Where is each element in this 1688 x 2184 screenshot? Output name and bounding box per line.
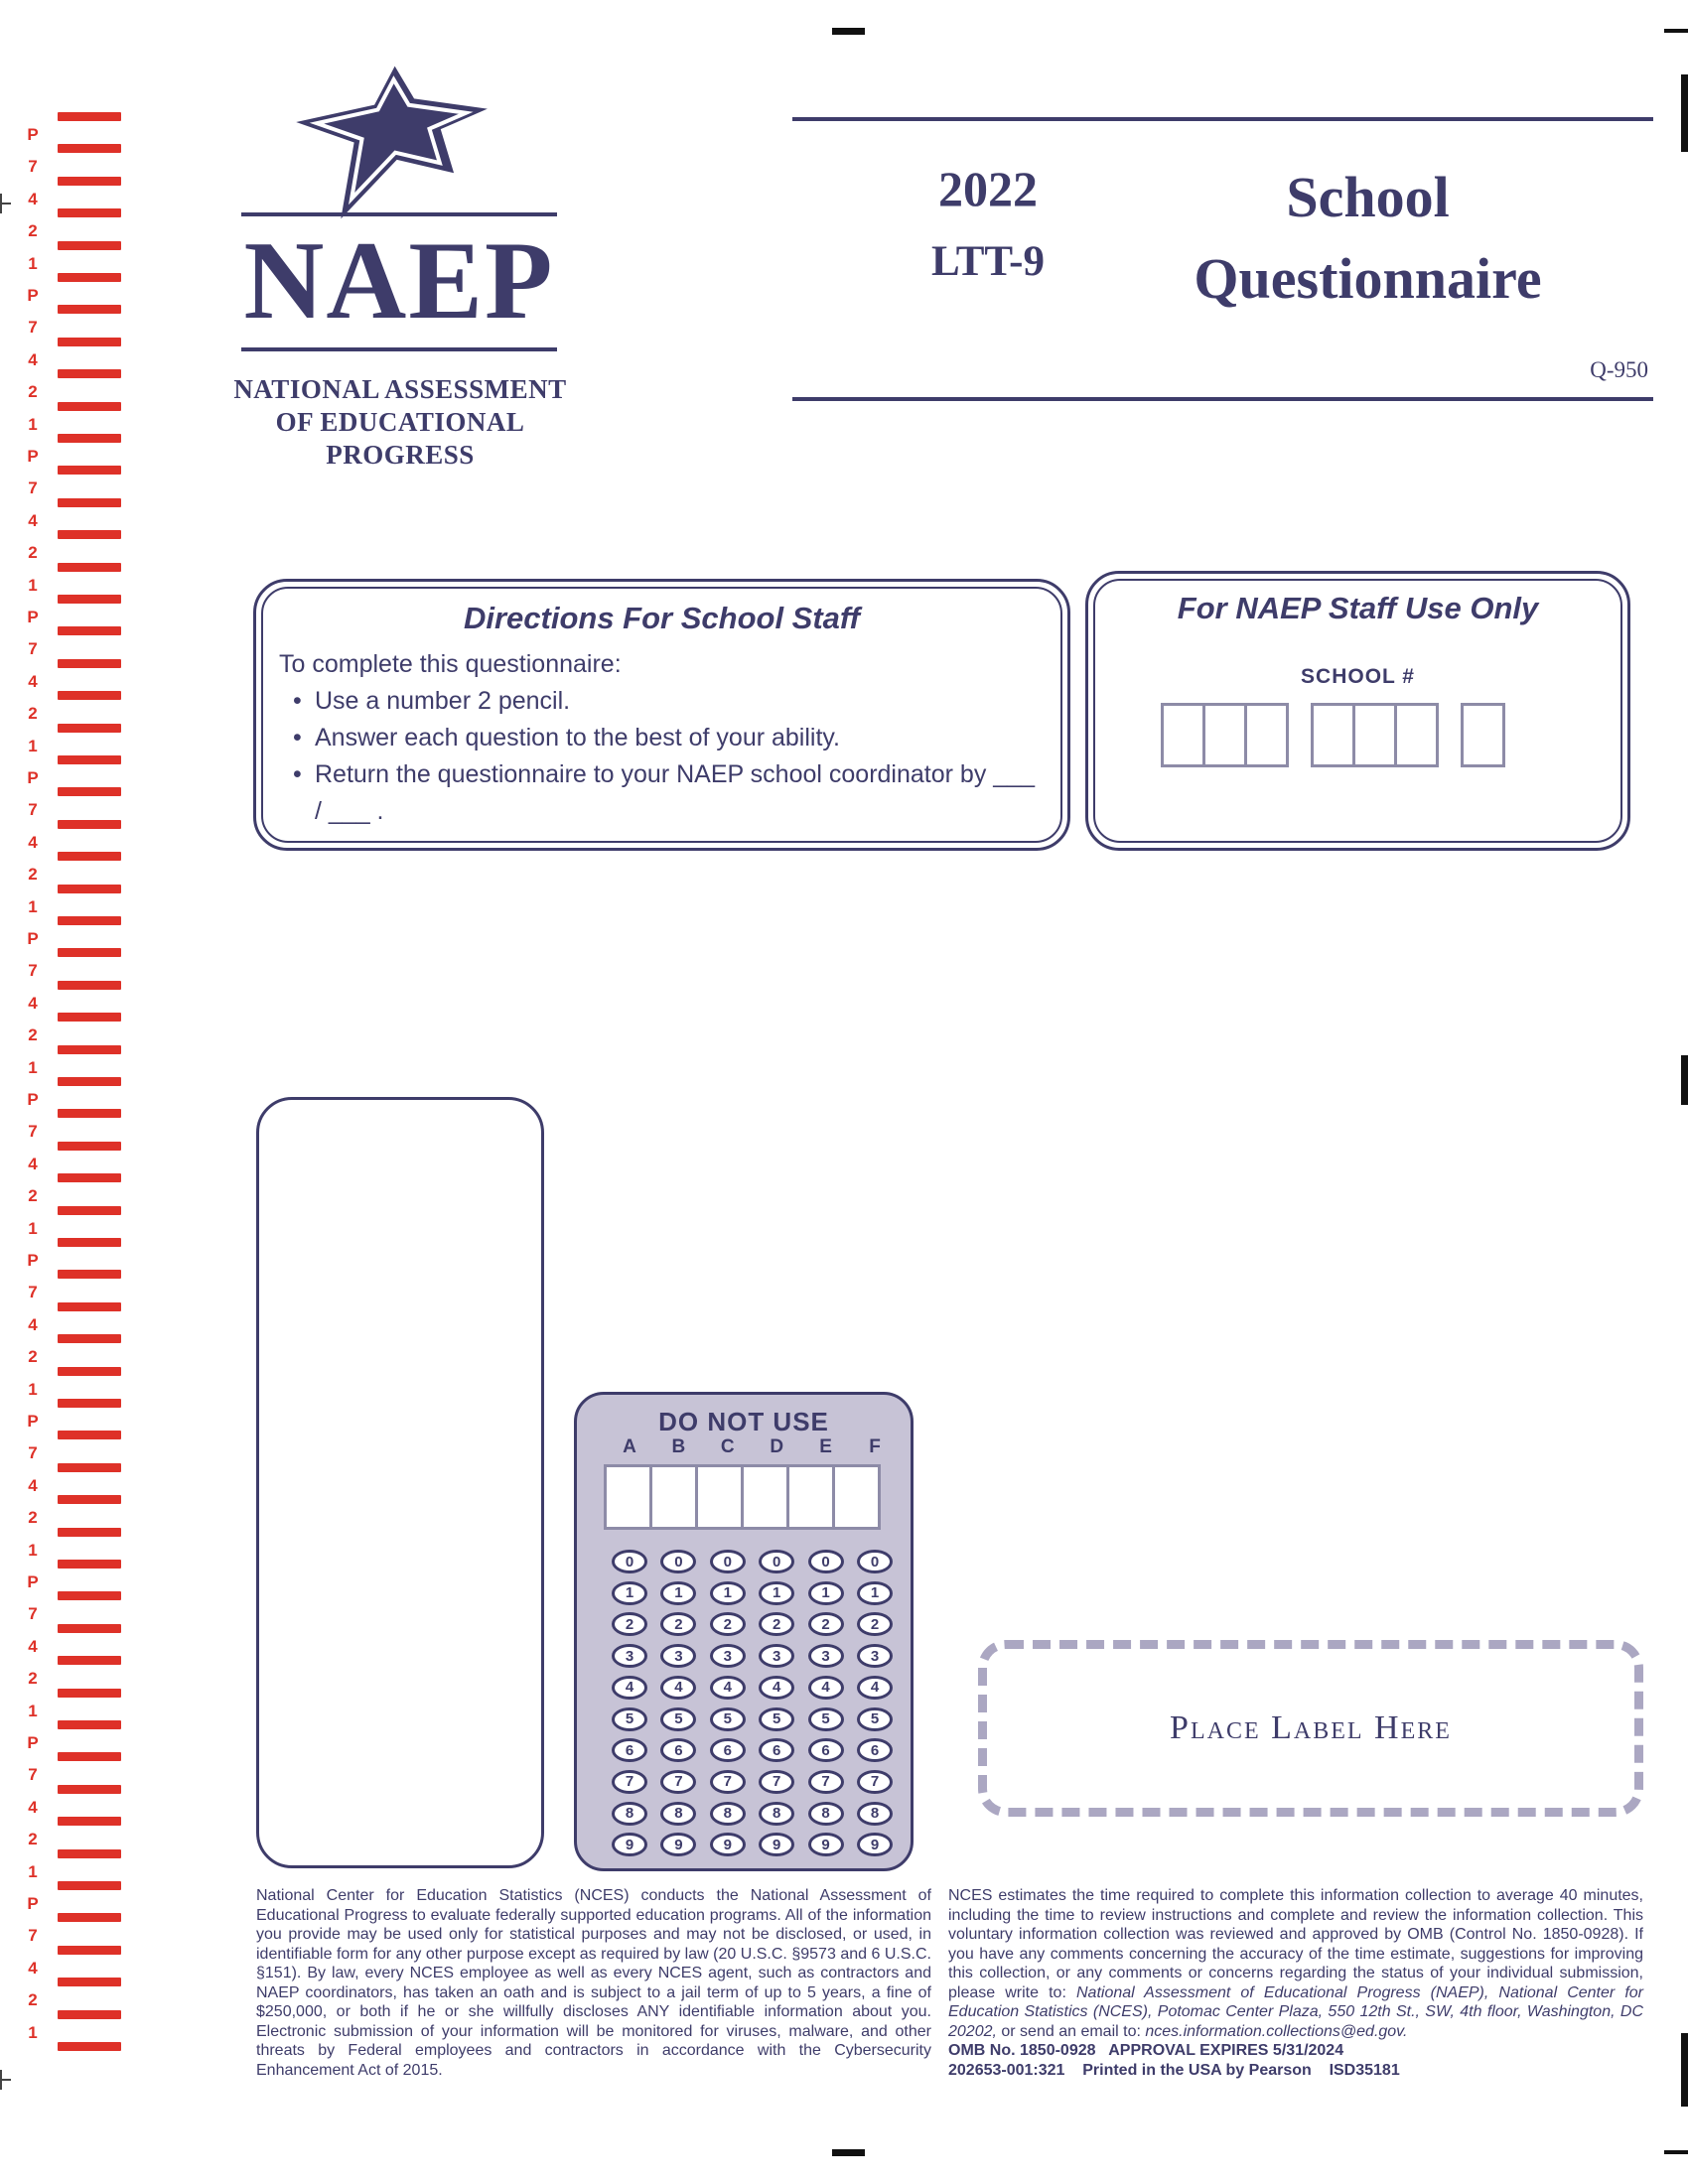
- timing-char: 2: [28, 221, 38, 241]
- timing-dash: [58, 1045, 121, 1054]
- timing-dash: [58, 1528, 121, 1537]
- timing-dash: [58, 1109, 121, 1118]
- digit-bubble-3: 3: [808, 1644, 844, 1668]
- digit-bubble-8: 8: [808, 1802, 844, 1826]
- directions-body: [279, 646, 1043, 830]
- digit-bubble-8: 8: [612, 1802, 647, 1826]
- timing-char: 7: [28, 639, 38, 659]
- timing-dash: [58, 1624, 121, 1633]
- digit-bubble-6: 6: [857, 1738, 893, 1762]
- digit-bubble-9: 9: [857, 1833, 893, 1856]
- timing-dash: [58, 273, 121, 282]
- timing-char: 7: [28, 1765, 38, 1785]
- directions-intro: To complete this questionnaire:: [279, 650, 622, 678]
- timing-char: 2: [28, 1508, 38, 1528]
- timing-dash: [58, 948, 121, 957]
- header-rule-bottom: [792, 397, 1653, 401]
- timing-dash: [58, 1560, 121, 1569]
- timing-char: 2: [28, 1347, 38, 1367]
- timing-char: 4: [28, 1636, 38, 1656]
- timing-dash: [58, 1881, 121, 1890]
- digit-bubble-6: 6: [759, 1738, 794, 1762]
- timing-char: 2: [28, 1186, 38, 1206]
- timing-dash: [58, 1431, 121, 1439]
- digit-bubble-3: 3: [759, 1644, 794, 1668]
- timing-char: 1: [28, 1701, 38, 1720]
- timing-dash: [58, 1367, 121, 1376]
- timing-char: 7: [28, 478, 38, 498]
- digit-bubble-4: 4: [710, 1676, 746, 1700]
- bottom-right-corner-mark: [1664, 2150, 1688, 2154]
- digit-bubble-0: 0: [857, 1550, 893, 1573]
- timing-char: 4: [28, 189, 38, 208]
- timing-dash: [58, 563, 121, 572]
- timing-dash: [58, 112, 121, 121]
- digit-bubble-1: 1: [759, 1581, 794, 1605]
- burden-statement: NCES estimates the time required to complete this information collection to average 40 minutes, including the time to review instructions and complete and review the information collection. This voluntary information collection was reviewed and approved by OMB (Control No. 1850-0928). If you have any comments concerning the accuracy of the time estimate, suggestions for improving this collection, or any comments or concerns regarding the status of your individual submission, please write to: National Assessment of Educational Progress (NAEP), National Center for Education Statistics (NCES), Potomac Center Plaza, 550 12th St., SW, 4th floor, Washington, DC 20202, or send an email to: nces.information.collections@ed.gov. OMB No. 1850-0928 APPROVAL EXPIRES 5/31/2024 202653-001:321 Printed in the USA by Pearson ISD35181: [948, 1887, 1643, 2079]
- timing-char: 1: [28, 1379, 38, 1399]
- timing-char: P: [27, 929, 39, 948]
- page-title: School Questionnaire: [1194, 165, 1542, 311]
- digit-bubble-6: 6: [710, 1738, 746, 1762]
- right-edge-bar-bottom: [1681, 2033, 1688, 2107]
- timing-dash: [58, 1463, 121, 1472]
- form-code: LTT-9: [931, 238, 1045, 285]
- timing-char: 7: [28, 961, 38, 981]
- place-label-box: [978, 1640, 1643, 1817]
- timing-char: 4: [28, 1154, 38, 1173]
- timing-dash: [58, 1817, 121, 1826]
- digit-bubble-7: 7: [857, 1770, 893, 1794]
- timing-dash: [58, 626, 121, 635]
- directions-box: [253, 579, 1070, 851]
- timing-dash: [58, 1913, 121, 1922]
- digit-bubble-2: 2: [612, 1612, 647, 1636]
- cell-group: [1161, 703, 1289, 767]
- timing-char: 4: [28, 1958, 38, 1978]
- timing-dash: [58, 1334, 121, 1343]
- write-in-cell: [695, 1464, 744, 1530]
- school-number-label: SCHOOL #: [1301, 665, 1415, 688]
- digit-bubble-4: 4: [857, 1676, 893, 1700]
- timing-char: 1: [28, 414, 38, 434]
- timing-char: 1: [28, 1540, 38, 1560]
- timing-char: P: [27, 1412, 39, 1431]
- timing-dash: [58, 755, 121, 764]
- write-in-cells: [604, 1464, 881, 1530]
- timing-dash: [58, 402, 121, 411]
- cell-group: [1311, 703, 1439, 767]
- timing-char: 7: [28, 1604, 38, 1624]
- school-number-cell: [1202, 703, 1247, 767]
- column-letter: C: [720, 1436, 735, 1457]
- timing-char: 4: [28, 993, 38, 1013]
- timing-char: P: [27, 1572, 39, 1591]
- timing-dash: [58, 1978, 121, 1986]
- digit-bubble-0: 0: [710, 1550, 746, 1573]
- timing-char: 4: [28, 510, 38, 530]
- timing-char: 2: [28, 1990, 38, 2010]
- timing-dash: [58, 498, 121, 507]
- timing-char: 1: [28, 896, 38, 916]
- timing-dash: [58, 916, 121, 925]
- digit-bubble-5: 5: [808, 1707, 844, 1731]
- digit-bubble-8: 8: [710, 1802, 746, 1826]
- school-number-cell: [1394, 703, 1439, 767]
- digit-bubble-4: 4: [660, 1676, 696, 1700]
- timing-char: 4: [28, 1475, 38, 1495]
- timing-dash: [58, 981, 121, 990]
- digit-bubble-4: 4: [612, 1676, 647, 1700]
- timing-char: P: [27, 1251, 39, 1270]
- timing-dash: [58, 241, 121, 250]
- timing-char: 2: [28, 704, 38, 724]
- assessment-year: 2022: [938, 161, 1038, 216]
- top-right-corner-mark: [1664, 29, 1688, 33]
- timing-char: 1: [28, 736, 38, 755]
- digit-bubble-2: 2: [710, 1612, 746, 1636]
- digit-bubble-2: 2: [759, 1612, 794, 1636]
- timing-dash: [58, 1206, 121, 1215]
- timing-char: 7: [28, 1926, 38, 1946]
- digit-bubble-9: 9: [710, 1833, 746, 1856]
- timing-dash: [58, 1270, 121, 1279]
- directions-title: Directions For School Staff: [463, 601, 861, 635]
- timing-char: 7: [28, 800, 38, 820]
- do-not-use-title: DO NOT USE: [658, 1407, 829, 1436]
- timing-char: 2: [28, 382, 38, 402]
- digit-bubble-9: 9: [759, 1833, 794, 1856]
- timing-dash: [58, 208, 121, 217]
- timing-dash: [58, 2010, 121, 2019]
- timing-char: P: [27, 286, 39, 305]
- column-letter: F: [869, 1436, 881, 1457]
- timing-dash: [58, 1399, 121, 1408]
- timing-char: P: [27, 447, 39, 466]
- staff-box-title: For NAEP Staff Use Only: [1177, 591, 1539, 625]
- digit-bubble-0: 0: [808, 1550, 844, 1573]
- digit-bubble-9: 9: [660, 1833, 696, 1856]
- timing-dash: [58, 1077, 121, 1086]
- timing-dash: [58, 1720, 121, 1729]
- timing-dash: [58, 885, 121, 893]
- timing-dash: [58, 434, 121, 443]
- crosshair-registration-mark: [0, 2070, 11, 2090]
- timing-char: 7: [28, 1283, 38, 1302]
- timing-dash: [58, 1302, 121, 1311]
- digit-bubble-3: 3: [660, 1644, 696, 1668]
- digit-bubble-7: 7: [660, 1770, 696, 1794]
- digit-bubble-3: 3: [857, 1644, 893, 1668]
- digit-bubble-7: 7: [612, 1770, 647, 1794]
- naep-staff-use-box: [1085, 571, 1630, 851]
- timing-dash: [58, 724, 121, 733]
- timing-dash: [58, 787, 121, 796]
- timing-char: P: [27, 768, 39, 787]
- timing-dash: [58, 1849, 121, 1858]
- digit-bubble-8: 8: [759, 1802, 794, 1826]
- digit-bubble-5: 5: [857, 1707, 893, 1731]
- document-code: Q-950: [1590, 357, 1648, 382]
- direction-item: • Return the questionnaire to your NAEP school coordinator by ___ / ___ .: [279, 756, 1043, 830]
- column-letter: B: [671, 1436, 686, 1457]
- direction-item: • Use a number 2 pencil.: [279, 683, 1043, 720]
- digit-bubble-6: 6: [612, 1738, 647, 1762]
- timing-char: P: [27, 608, 39, 626]
- timing-dash: [58, 466, 121, 475]
- timing-char: 7: [28, 1122, 38, 1142]
- blank-response-box: [256, 1097, 544, 1868]
- digit-bubble-7: 7: [808, 1770, 844, 1794]
- timing-char: P: [27, 1733, 39, 1752]
- timing-char: 7: [28, 1443, 38, 1463]
- school-number-cell: [1244, 703, 1289, 767]
- timing-char: P: [27, 125, 39, 144]
- digit-bubble-2: 2: [660, 1612, 696, 1636]
- right-edge-bar-top: [1681, 74, 1688, 152]
- digit-bubble-8: 8: [857, 1802, 893, 1826]
- timing-char: 4: [28, 1797, 38, 1817]
- naep-star-icon: [288, 66, 492, 219]
- timing-char: 1: [28, 1861, 38, 1881]
- digit-bubble-4: 4: [759, 1676, 794, 1700]
- digit-bubble-7: 7: [710, 1770, 746, 1794]
- omb-approval-line: OMB No. 1850-0928 APPROVAL EXPIRES 5/31/2024: [948, 2042, 1344, 2059]
- digit-bubble-0: 0: [612, 1550, 647, 1573]
- write-in-cell: [741, 1464, 789, 1530]
- timing-char: 1: [28, 253, 38, 273]
- write-in-cell: [604, 1464, 652, 1530]
- timing-dash: [58, 1656, 121, 1665]
- top-center-registration-mark: [832, 28, 865, 35]
- timing-char: 2: [28, 543, 38, 563]
- digit-bubble-0: 0: [660, 1550, 696, 1573]
- timing-dash: [58, 1495, 121, 1504]
- column-letter: A: [623, 1436, 636, 1457]
- digit-bubble-4: 4: [808, 1676, 844, 1700]
- timing-dash: [58, 852, 121, 861]
- place-label-text: Place Label Here: [1170, 1709, 1452, 1746]
- write-in-cell: [649, 1464, 698, 1530]
- timing-char: P: [27, 1894, 39, 1913]
- digit-bubble-3: 3: [612, 1644, 647, 1668]
- digit-bubble-1: 1: [660, 1581, 696, 1605]
- digit-bubble-7: 7: [759, 1770, 794, 1794]
- timing-char: 1: [28, 2022, 38, 2042]
- logo-rule: [241, 347, 557, 351]
- bottom-center-registration-mark: [832, 2149, 865, 2156]
- digit-bubble-5: 5: [660, 1707, 696, 1731]
- organization-name: NATIONAL ASSESSMENT OF EDUCATIONAL PROGRESS: [233, 374, 567, 470]
- digit-bubble-9: 9: [808, 1833, 844, 1856]
- write-in-cell: [832, 1464, 881, 1530]
- timing-dash: [58, 595, 121, 604]
- timing-dash: [58, 177, 121, 186]
- digit-bubble-2: 2: [808, 1612, 844, 1636]
- school-number-cell: [1161, 703, 1205, 767]
- digit-bubble-1: 1: [710, 1581, 746, 1605]
- timing-dash: [58, 1013, 121, 1022]
- right-edge-bar-middle: [1681, 1055, 1688, 1105]
- timing-dash: [58, 1689, 121, 1698]
- digit-bubble-6: 6: [660, 1738, 696, 1762]
- column-letter: E: [819, 1436, 832, 1457]
- timing-dash: [58, 1752, 121, 1761]
- timing-dash: [58, 530, 121, 539]
- digit-bubble-1: 1: [612, 1581, 647, 1605]
- crosshair-registration-mark: [0, 194, 11, 213]
- timing-char: 4: [28, 1314, 38, 1334]
- timing-char: 4: [28, 349, 38, 369]
- timing-char: 2: [28, 865, 38, 885]
- timing-dash: [58, 1785, 121, 1794]
- timing-dash: [58, 691, 121, 700]
- digit-bubble-0: 0: [759, 1550, 794, 1573]
- cell-group: [1461, 703, 1505, 767]
- naep-logo-acronym: NAEP: [243, 219, 555, 342]
- school-number-cells: [1161, 703, 1505, 767]
- timing-dash: [58, 1238, 121, 1247]
- do-not-use-panel: [574, 1392, 914, 1871]
- school-number-cell: [1352, 703, 1397, 767]
- timing-dash: [58, 820, 121, 829]
- digit-bubble-5: 5: [710, 1707, 746, 1731]
- digit-bubble-5: 5: [759, 1707, 794, 1731]
- timing-char: P: [27, 1090, 39, 1109]
- timing-char: 2: [28, 1025, 38, 1045]
- timing-dash: [58, 1173, 121, 1182]
- header-rule-top: [792, 117, 1653, 121]
- direction-item: • Answer each question to the best of your ability.: [279, 720, 1043, 756]
- digit-bubble-2: 2: [857, 1612, 893, 1636]
- timing-char: 2: [28, 1669, 38, 1689]
- timing-char: 4: [28, 832, 38, 852]
- digit-bubble-8: 8: [660, 1802, 696, 1826]
- column-letter: D: [770, 1436, 784, 1457]
- timing-dash: [58, 305, 121, 314]
- write-in-cell: [786, 1464, 835, 1530]
- timing-char: 7: [28, 157, 38, 177]
- timing-char: 4: [28, 671, 38, 691]
- digit-bubble-3: 3: [710, 1644, 746, 1668]
- school-number-cell: [1461, 703, 1505, 767]
- timing-dash: [58, 2042, 121, 2051]
- timing-dash: [58, 1946, 121, 1955]
- timing-dash: [58, 1591, 121, 1600]
- timing-char: 7: [28, 318, 38, 338]
- timing-dash: [58, 338, 121, 346]
- timing-char: 1: [28, 1218, 38, 1238]
- timing-dash: [58, 369, 121, 378]
- timing-char: 2: [28, 1830, 38, 1849]
- digit-bubble-6: 6: [808, 1738, 844, 1762]
- digit-bubble-1: 1: [857, 1581, 893, 1605]
- print-info-line: 202653-001:321 Printed in the USA by Pearson ISD35181: [948, 2061, 1400, 2079]
- school-number-cell: [1311, 703, 1355, 767]
- timing-char: 1: [28, 575, 38, 595]
- timing-char: 1: [28, 1057, 38, 1077]
- privacy-notice: National Center for Education Statistics (NCES) conducts the National Assessment of Educational Progress to evaluate federally supported education programs. All of the information you provide may be used only for statistical purposes and may not be disclosed, or used, in identifiable form for any other purpose except as required by law (20 U.S.C. §9573 and 6 U.S.C. §151). By law, every NCES employee as well as every NCES agent, such as contractors and NAEP coordinators, has taken an oath and is subject to a jail term of up to 5 years, a fine of $250,000, or both if he or she willfully discloses ANY identifiable information about you. Electronic submission of your information will be monitored for viruses, malware, and other threats by Federal employees and contractors in accordance with the Cybersecurity Enhancement Act of 2015.: [256, 1887, 931, 2079]
- timing-dash: [58, 1142, 121, 1151]
- timing-dash: [58, 144, 121, 153]
- digit-bubble-1: 1: [808, 1581, 844, 1605]
- timing-dash: [58, 659, 121, 668]
- digit-bubble-9: 9: [612, 1833, 647, 1856]
- digit-bubble-5: 5: [612, 1707, 647, 1731]
